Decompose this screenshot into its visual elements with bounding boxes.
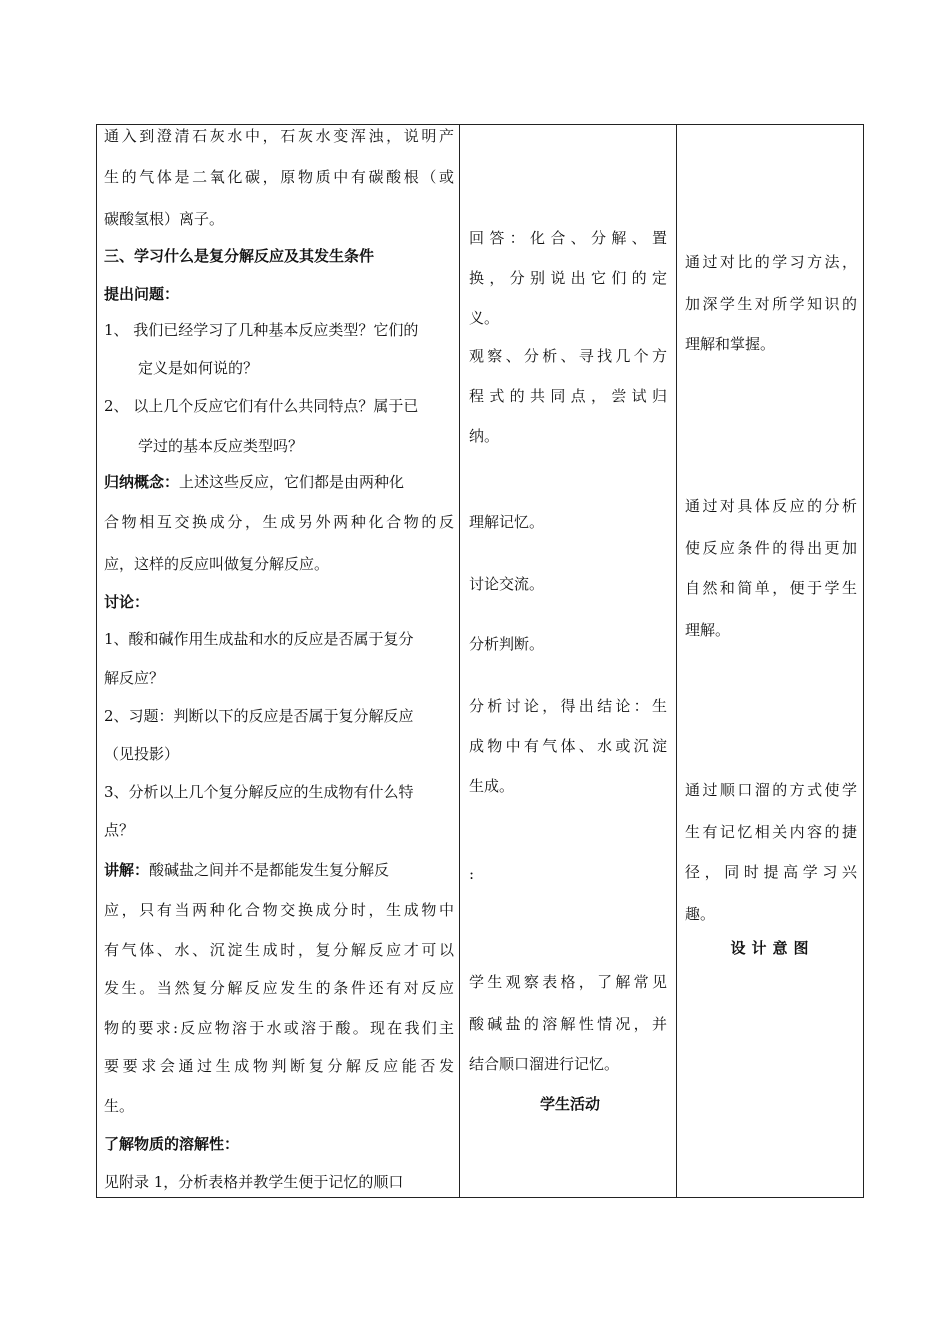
- text-line: 碳酸氢根）离子。: [104, 210, 225, 228]
- column-heading-design-intent: 设计意图: [730, 939, 815, 957]
- text-line: 见附录 1，分析表格并教学生便于记忆的顺口: [104, 1173, 404, 1191]
- activity-line: 回答：化合、分解、置: [469, 229, 667, 247]
- activity-line: 分析判断。: [469, 635, 545, 653]
- text-line: 发生。当然复分解反应发生的条件还有对反应: [104, 979, 454, 997]
- column-heading-student-activity: 学生活动: [539, 1095, 600, 1113]
- concept-line: [104, 470, 404, 494]
- activity-line: 学生观察表格，了解常见: [469, 973, 667, 991]
- intent-line: 通过顺口溜的方式使学: [685, 781, 857, 799]
- column-divider: [459, 124, 460, 1198]
- text-line: 生的气体是二氧化碳，原物质中有碳酸根（或: [104, 168, 454, 186]
- question-item-cont: 学过的基本反应类型吗？: [138, 437, 304, 455]
- text-line: 合物相互交换成分，生成另外两种化合物的反: [104, 513, 454, 531]
- discussion-item: 2、习题：判断以下的反应是否属于复分解反应: [104, 707, 414, 725]
- discussion-item: 1、酸和碱作用生成盐和水的反应是否属于复分: [104, 630, 414, 648]
- text-line: 生。: [104, 1097, 135, 1115]
- concept-text: 上述这些反应，它们都是由两种化: [179, 473, 405, 491]
- label-explanation: 讲解：: [104, 861, 150, 879]
- activity-line: :: [469, 865, 475, 883]
- explanation-text: 酸碱盐之间并不是都能发生复分解反: [149, 861, 390, 879]
- activity-line: 讨论交流。: [469, 575, 545, 593]
- intent-line: 生有记忆相关内容的捷: [685, 823, 857, 841]
- activity-line: 结合顺口溜进行记忆。: [469, 1055, 620, 1073]
- activity-line: 换，分别说出它们的定: [469, 269, 667, 287]
- activity-line: 程式的共同点，尝试归: [469, 387, 667, 405]
- intent-line: 径，同时提高学习兴: [685, 863, 857, 881]
- discussion-item-cont: 解反应？: [104, 669, 165, 687]
- intent-line: 理解和掌握。: [685, 335, 776, 353]
- activity-line: 生成。: [469, 777, 515, 795]
- column-divider: [676, 124, 677, 1198]
- intent-line: 通过对具体反应的分析: [685, 497, 857, 515]
- intent-line: 趣。: [685, 905, 716, 923]
- intent-line: 使反应条件的得出更加: [685, 539, 857, 557]
- intent-line: 自然和简单，便于学生: [685, 579, 857, 597]
- text-line: 通入到澄清石灰水中，石灰水变浑浊，说明产: [104, 127, 454, 145]
- intent-line: 通过对比的学习方法，: [685, 253, 857, 271]
- explanation-line: [104, 858, 389, 882]
- activity-line: 纳。: [469, 427, 500, 445]
- intent-line: 理解。: [685, 621, 731, 639]
- question-item: 2、 以上几个反应它们有什么共同特点？属于已: [104, 397, 419, 415]
- activity-line: 分析讨论，得出结论：生: [469, 697, 667, 715]
- activity-line: 酸碱盐的溶解性情况，并: [469, 1015, 667, 1033]
- text-line: 要要求会通过生成物判断复分解反应能否发: [104, 1057, 454, 1075]
- section-heading: 三、学习什么是复分解反应及其发生条件: [104, 247, 375, 265]
- text-line: 应，只有当两种化合物交换成分时，生成物中: [104, 901, 454, 919]
- activity-line: 成物中有气体、水或沉淀: [469, 737, 667, 755]
- activity-line: 义。: [469, 309, 500, 327]
- activity-line: 理解记忆。: [469, 513, 545, 531]
- subheading-questions: 提出问题：: [104, 285, 180, 303]
- discussion-item-cont: 点？: [104, 821, 135, 839]
- discussion-item: 3、分析以上几个复分解反应的生成物有什么特: [104, 783, 414, 801]
- intent-line: 加深学生对所学知识的: [685, 295, 857, 313]
- discussion-item-cont: （见投影）: [104, 745, 180, 763]
- activity-line: 观察、分析、寻找几个方: [469, 347, 667, 365]
- text-line: 有气体、水、沉淀生成时，复分解反应才可以: [104, 941, 454, 959]
- subheading-solubility: 了解物质的溶解性：: [104, 1135, 240, 1153]
- subheading-discussion: 讨论：: [104, 593, 150, 611]
- question-item: 1、 我们已经学习了几种基本反应类型？它们的: [104, 321, 419, 339]
- label-concept: 归纳概念：: [104, 473, 180, 491]
- text-line: 应，这样的反应叫做复分解反应。: [104, 555, 330, 573]
- text-line: 物的要求:反应物溶于水或溶于酸。现在我们主: [104, 1019, 454, 1037]
- question-item-cont: 定义是如何说的？: [138, 359, 259, 377]
